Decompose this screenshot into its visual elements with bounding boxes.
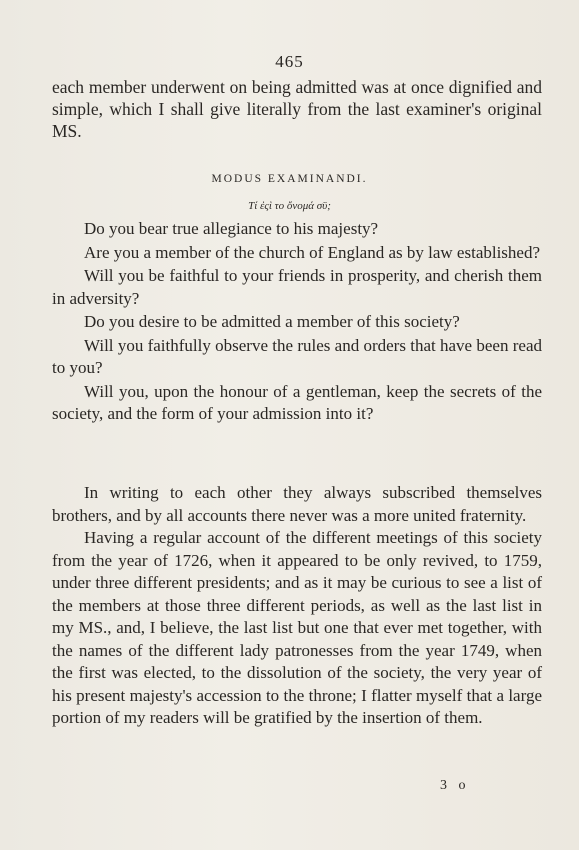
signature-mark: 3 o (440, 778, 470, 793)
examination-questions (52, 218, 542, 427)
question-4: Do you desire to be admitted a member of this society? (84, 312, 460, 331)
paragraph-history: Having a regular account of the different meetings of this society from the year of 1726, when it appeared to be only revived, to 1759, under three different presidents; and as it may be curious to see a list of the members at those three different periods, as well as the last list in my MS., and, I believe, the last list but one that ever met together, with the names of the different lady patronesses from the year 1749, when the first was elected, to the dissolution of the society, the very year of his present majesty's accession to the throne; I flatter myself that a large portion of my readers will be gratified by the insertion of them. (52, 528, 542, 727)
paragraph-correspondence: In writing to each other they always subscribed themselves brothers, and by all accounts there never was a more united fraternity. (52, 483, 542, 525)
question-2: Are you a member of the church of England as by law established? (84, 242, 541, 262)
question-5: Will you faithfully observe the rules and orders that have been read to you? (52, 335, 542, 377)
greek-question: Τί ἐςὶ το ὄνομά σϋ; (248, 200, 331, 212)
intro-text: each member underwent on being admitted was at once dignified and simple, which I shall give literally from the last examiner's original MS. (52, 77, 542, 141)
page-number: 465 (275, 52, 304, 71)
question-1: Do you bear true allegiance to his majesty? (84, 219, 379, 238)
section-title: MODUS EXAMINANDI. (211, 173, 368, 185)
intro-paragraph (52, 76, 542, 142)
question-6: Will you, upon the honour of a gentleman, keep the secrets of the society, and the form of your admission into it? (52, 381, 542, 423)
body-text (52, 482, 542, 730)
question-3: Will you be faithful to your friends in prosperity, and cherish them in adversity? (52, 266, 542, 308)
